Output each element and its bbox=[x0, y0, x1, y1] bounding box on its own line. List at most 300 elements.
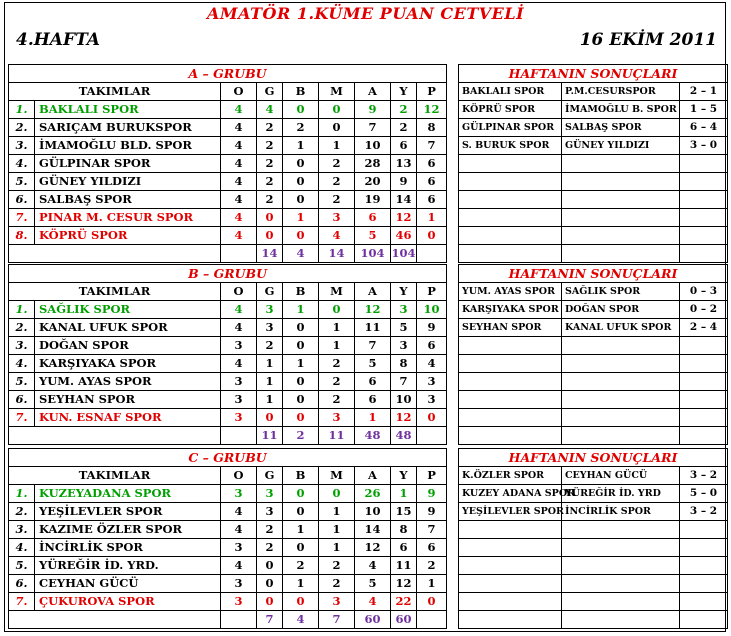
header-b: B bbox=[283, 83, 319, 101]
away-team-cell: GÜNEY YILDIZI bbox=[562, 137, 680, 155]
score-cell: 3 – 2 bbox=[680, 503, 728, 521]
rank-cell: 3. bbox=[9, 521, 35, 539]
result-row bbox=[459, 557, 728, 575]
empty-cell bbox=[459, 521, 562, 539]
team-name-cell: SAĞLIK SPOR bbox=[35, 301, 221, 319]
result-row bbox=[459, 209, 728, 227]
stat-a-cell: 5 bbox=[355, 575, 391, 593]
team-name-cell: SALBAŞ SPOR bbox=[35, 191, 221, 209]
team-name-cell: KARŞIYAKA SPOR bbox=[35, 355, 221, 373]
stat-m-cell: 1 bbox=[319, 319, 355, 337]
rank-cell: 4. bbox=[9, 355, 35, 373]
empty-cell bbox=[562, 173, 680, 191]
empty-cell bbox=[680, 337, 728, 355]
stat-m-cell: 0 bbox=[319, 119, 355, 137]
rank-cell: 4. bbox=[9, 155, 35, 173]
stat-g-cell: 2 bbox=[257, 119, 283, 137]
empty-cell bbox=[562, 245, 680, 263]
stat-y-cell: 22 bbox=[391, 593, 417, 611]
weekly-results-table bbox=[458, 64, 728, 263]
result-row bbox=[459, 409, 728, 427]
stat-b-cell: 0 bbox=[283, 373, 319, 391]
rank-cell: 2. bbox=[9, 119, 35, 137]
result-row bbox=[459, 245, 728, 263]
date-label: 16 EKİM 2011 bbox=[579, 30, 717, 50]
header-row bbox=[9, 283, 447, 301]
stat-y-cell: 3 bbox=[391, 337, 417, 355]
stat-y-cell: 2 bbox=[391, 119, 417, 137]
score-cell: 2 – 1 bbox=[680, 83, 728, 101]
stat-g-cell: 0 bbox=[257, 557, 283, 575]
stat-a-cell: 4 bbox=[355, 557, 391, 575]
stat-m-cell: 3 bbox=[319, 209, 355, 227]
result-row bbox=[459, 355, 728, 373]
table-row bbox=[9, 557, 447, 575]
header-b: B bbox=[283, 467, 319, 485]
result-row bbox=[459, 539, 728, 557]
team-name-cell: PINAR M. CESUR SPOR bbox=[35, 209, 221, 227]
team-name-cell: YUM. AYAS SPOR bbox=[35, 373, 221, 391]
empty-cell bbox=[680, 575, 728, 593]
stat-y-cell: 13 bbox=[391, 155, 417, 173]
empty-cell bbox=[562, 593, 680, 611]
header-m: M bbox=[319, 283, 355, 301]
score-cell: 0 – 2 bbox=[680, 301, 728, 319]
stat-a-cell: 10 bbox=[355, 137, 391, 155]
stat-b-cell: 0 bbox=[283, 173, 319, 191]
stat-a-cell: 5 bbox=[355, 227, 391, 245]
stat-a-cell: 20 bbox=[355, 173, 391, 191]
empty-cell bbox=[680, 557, 728, 575]
team-name-cell: İMAMOĞLU BLD. SPOR bbox=[35, 137, 221, 155]
stat-a-cell: 11 bbox=[355, 319, 391, 337]
header-m: M bbox=[319, 467, 355, 485]
header-g: G bbox=[257, 283, 283, 301]
total-y-cell: 60 bbox=[391, 611, 417, 629]
stat-m-cell: 2 bbox=[319, 191, 355, 209]
table-row bbox=[9, 485, 447, 503]
stat-a-cell: 6 bbox=[355, 391, 391, 409]
stat-o-cell: 4 bbox=[221, 209, 257, 227]
team-name-cell: GÜLPINAR SPOR bbox=[35, 155, 221, 173]
empty-cell bbox=[562, 409, 680, 427]
stat-b-cell: 0 bbox=[283, 409, 319, 427]
stat-y-cell: 14 bbox=[391, 191, 417, 209]
stat-p-cell: 7 bbox=[417, 137, 447, 155]
total-m-cell: 14 bbox=[319, 245, 355, 263]
stat-o-cell: 4 bbox=[221, 227, 257, 245]
stat-y-cell: 7 bbox=[391, 373, 417, 391]
weekly-results-table bbox=[458, 448, 728, 629]
table-row bbox=[9, 391, 447, 409]
result-row bbox=[459, 137, 728, 155]
rank-cell: 2. bbox=[9, 319, 35, 337]
results-title: HAFTANIN SONUÇLARI bbox=[459, 265, 728, 283]
stat-p-cell: 1 bbox=[417, 575, 447, 593]
stat-a-cell: 12 bbox=[355, 539, 391, 557]
stat-m-cell: 1 bbox=[319, 539, 355, 557]
stat-o-cell: 4 bbox=[221, 319, 257, 337]
stat-o-cell: 4 bbox=[221, 503, 257, 521]
result-row bbox=[459, 83, 728, 101]
stat-p-cell: 6 bbox=[417, 173, 447, 191]
team-name-cell: İNCİRLİK SPOR bbox=[35, 539, 221, 557]
stat-p-cell: 6 bbox=[417, 155, 447, 173]
total-y-cell: 48 bbox=[391, 427, 417, 445]
stat-o-cell: 4 bbox=[221, 191, 257, 209]
empty-cell bbox=[459, 209, 562, 227]
stat-o-cell: 3 bbox=[221, 391, 257, 409]
home-team-cell: BAKLALI SPOR bbox=[459, 83, 562, 101]
header-row bbox=[9, 467, 447, 485]
stat-p-cell: 0 bbox=[417, 409, 447, 427]
stat-o-cell: 3 bbox=[221, 409, 257, 427]
stat-p-cell: 2 bbox=[417, 557, 447, 575]
group-standings-table bbox=[8, 448, 447, 629]
rank-cell: 6. bbox=[9, 391, 35, 409]
week-label: 4.HAFTA bbox=[16, 30, 100, 50]
empty-cell bbox=[459, 557, 562, 575]
stat-m-cell: 1 bbox=[319, 337, 355, 355]
page-title: AMATÖR 1.KÜME PUAN CETVELİ bbox=[206, 4, 525, 23]
stat-p-cell: 4 bbox=[417, 355, 447, 373]
result-row bbox=[459, 485, 728, 503]
stat-g-cell: 3 bbox=[257, 485, 283, 503]
stat-o-cell: 3 bbox=[221, 373, 257, 391]
stat-m-cell: 3 bbox=[319, 409, 355, 427]
stat-p-cell: 0 bbox=[417, 593, 447, 611]
empty-cell bbox=[417, 611, 447, 629]
stat-m-cell: 2 bbox=[319, 355, 355, 373]
result-row bbox=[459, 467, 728, 485]
rank-cell: 2. bbox=[9, 503, 35, 521]
stat-a-cell: 28 bbox=[355, 155, 391, 173]
stat-m-cell: 1 bbox=[319, 503, 355, 521]
empty-cell bbox=[562, 575, 680, 593]
header-g: G bbox=[257, 83, 283, 101]
table-row bbox=[9, 101, 447, 119]
header-teams: TAKIMLAR bbox=[9, 83, 221, 101]
header-y: Y bbox=[391, 283, 417, 301]
team-name-cell: ÇUKUROVA SPOR bbox=[35, 593, 221, 611]
group-title: C – GRUBU bbox=[9, 449, 447, 467]
stat-b-cell: 0 bbox=[283, 155, 319, 173]
header-b: B bbox=[283, 283, 319, 301]
totals-row bbox=[9, 427, 447, 445]
empty-cell bbox=[680, 227, 728, 245]
stat-b-cell: 0 bbox=[283, 485, 319, 503]
stat-a-cell: 26 bbox=[355, 485, 391, 503]
rank-cell: 8. bbox=[9, 227, 35, 245]
totals-row bbox=[9, 611, 447, 629]
result-row bbox=[459, 283, 728, 301]
table-row bbox=[9, 301, 447, 319]
header-o: O bbox=[221, 283, 257, 301]
home-team-cell: YUM. AYAS SPOR bbox=[459, 283, 562, 301]
team-name-cell: BAKLALI SPOR bbox=[35, 101, 221, 119]
empty-cell bbox=[680, 355, 728, 373]
score-cell: 1 – 5 bbox=[680, 101, 728, 119]
stat-o-cell: 4 bbox=[221, 119, 257, 137]
stat-y-cell: 12 bbox=[391, 209, 417, 227]
empty-cell bbox=[680, 409, 728, 427]
stat-a-cell: 9 bbox=[355, 101, 391, 119]
empty-cell bbox=[459, 373, 562, 391]
away-team-cell: İMAMOĞLU B. SPOR bbox=[562, 101, 680, 119]
table-row bbox=[9, 355, 447, 373]
stat-p-cell: 9 bbox=[417, 503, 447, 521]
rank-cell: 7. bbox=[9, 409, 35, 427]
stat-m-cell: 1 bbox=[319, 521, 355, 539]
group-standings-table bbox=[8, 264, 447, 445]
stat-g-cell: 2 bbox=[257, 173, 283, 191]
empty-cell bbox=[459, 173, 562, 191]
stat-b-cell: 1 bbox=[283, 575, 319, 593]
result-row bbox=[459, 521, 728, 539]
empty-cell bbox=[680, 521, 728, 539]
away-team-cell: KANAL UFUK SPOR bbox=[562, 319, 680, 337]
total-a-cell: 60 bbox=[355, 611, 391, 629]
stat-b-cell: 0 bbox=[283, 391, 319, 409]
result-row bbox=[459, 319, 728, 337]
team-name-cell: KANAL UFUK SPOR bbox=[35, 319, 221, 337]
home-team-cell: GÜLPINAR SPOR bbox=[459, 119, 562, 137]
empty-cell bbox=[459, 355, 562, 373]
empty-cell bbox=[562, 355, 680, 373]
home-team-cell: SEYHAN SPOR bbox=[459, 319, 562, 337]
stat-g-cell: 0 bbox=[257, 209, 283, 227]
stat-b-cell: 0 bbox=[283, 191, 319, 209]
table-row bbox=[9, 155, 447, 173]
table-row bbox=[9, 119, 447, 137]
table-row bbox=[9, 409, 447, 427]
stat-a-cell: 14 bbox=[355, 521, 391, 539]
empty-cell bbox=[562, 611, 680, 629]
stat-a-cell: 7 bbox=[355, 119, 391, 137]
stat-o-cell: 4 bbox=[221, 137, 257, 155]
stat-a-cell: 10 bbox=[355, 503, 391, 521]
header-a: A bbox=[355, 283, 391, 301]
empty-cell bbox=[459, 191, 562, 209]
stat-g-cell: 0 bbox=[257, 593, 283, 611]
stat-p-cell: 0 bbox=[417, 227, 447, 245]
stat-m-cell: 2 bbox=[319, 557, 355, 575]
stat-o-cell: 4 bbox=[221, 521, 257, 539]
stat-g-cell: 3 bbox=[257, 319, 283, 337]
empty-cell bbox=[680, 155, 728, 173]
stat-a-cell: 19 bbox=[355, 191, 391, 209]
home-team-cell: KUZEY ADANA SPOR bbox=[459, 485, 562, 503]
rank-cell: 1. bbox=[9, 485, 35, 503]
group-standings-table bbox=[8, 64, 447, 263]
stat-a-cell: 12 bbox=[355, 301, 391, 319]
stat-p-cell: 9 bbox=[417, 319, 447, 337]
result-row bbox=[459, 593, 728, 611]
rank-cell: 3. bbox=[9, 137, 35, 155]
stat-b-cell: 2 bbox=[283, 119, 319, 137]
empty-cell bbox=[562, 227, 680, 245]
stat-o-cell: 3 bbox=[221, 593, 257, 611]
empty-cell bbox=[562, 557, 680, 575]
group-title-row bbox=[9, 449, 447, 467]
stat-b-cell: 0 bbox=[283, 539, 319, 557]
stat-g-cell: 2 bbox=[257, 191, 283, 209]
result-row bbox=[459, 101, 728, 119]
stat-m-cell: 4 bbox=[319, 227, 355, 245]
stat-g-cell: 3 bbox=[257, 301, 283, 319]
rank-cell: 5. bbox=[9, 173, 35, 191]
stat-g-cell: 2 bbox=[257, 137, 283, 155]
stat-g-cell: 1 bbox=[257, 391, 283, 409]
header-g: G bbox=[257, 467, 283, 485]
away-team-cell: YÜREĞİR İD. YRD bbox=[562, 485, 680, 503]
weekly-results-table bbox=[458, 264, 728, 445]
empty-cell bbox=[680, 373, 728, 391]
empty-cell bbox=[680, 191, 728, 209]
empty-cell bbox=[680, 209, 728, 227]
empty-cell bbox=[562, 391, 680, 409]
empty-cell bbox=[459, 337, 562, 355]
stat-p-cell: 8 bbox=[417, 119, 447, 137]
stat-p-cell: 12 bbox=[417, 101, 447, 119]
header-teams: TAKIMLAR bbox=[9, 467, 221, 485]
group-title: B – GRUBU bbox=[9, 265, 447, 283]
stat-y-cell: 46 bbox=[391, 227, 417, 245]
empty-cell bbox=[459, 611, 562, 629]
score-cell: 6 – 4 bbox=[680, 119, 728, 137]
empty-cell bbox=[221, 611, 257, 629]
stat-p-cell: 6 bbox=[417, 191, 447, 209]
stat-b-cell: 0 bbox=[283, 101, 319, 119]
stat-o-cell: 3 bbox=[221, 337, 257, 355]
away-team-cell: CEYHAN GÜCÜ bbox=[562, 467, 680, 485]
stat-o-cell: 4 bbox=[221, 155, 257, 173]
empty-cell bbox=[680, 593, 728, 611]
results-title: HAFTANIN SONUÇLARI bbox=[459, 65, 728, 83]
result-row bbox=[459, 301, 728, 319]
totals-row bbox=[9, 245, 447, 263]
empty-cell bbox=[680, 391, 728, 409]
result-row bbox=[459, 191, 728, 209]
empty-cell bbox=[417, 427, 447, 445]
empty-cell bbox=[9, 427, 221, 445]
rank-cell: 4. bbox=[9, 539, 35, 557]
total-g-cell: 14 bbox=[257, 245, 283, 263]
stat-m-cell: 2 bbox=[319, 575, 355, 593]
stat-g-cell: 1 bbox=[257, 373, 283, 391]
score-cell: 5 – 0 bbox=[680, 485, 728, 503]
stat-g-cell: 0 bbox=[257, 575, 283, 593]
stat-p-cell: 10 bbox=[417, 301, 447, 319]
result-row bbox=[459, 155, 728, 173]
stat-p-cell: 1 bbox=[417, 209, 447, 227]
header-o: O bbox=[221, 467, 257, 485]
header-row bbox=[9, 83, 447, 101]
empty-cell bbox=[9, 611, 221, 629]
total-g-cell: 11 bbox=[257, 427, 283, 445]
stat-y-cell: 6 bbox=[391, 539, 417, 557]
total-b-cell: 4 bbox=[283, 245, 319, 263]
result-row bbox=[459, 611, 728, 629]
header-m: M bbox=[319, 83, 355, 101]
team-name-cell: YÜREĞİR İD. YRD. bbox=[35, 557, 221, 575]
stat-o-cell: 4 bbox=[221, 557, 257, 575]
empty-cell bbox=[680, 427, 728, 445]
stat-o-cell: 4 bbox=[221, 173, 257, 191]
stat-p-cell: 7 bbox=[417, 521, 447, 539]
empty-cell bbox=[562, 427, 680, 445]
empty-cell bbox=[562, 373, 680, 391]
table-row bbox=[9, 337, 447, 355]
home-team-cell: S. BURUK SPOR bbox=[459, 137, 562, 155]
stat-g-cell: 2 bbox=[257, 539, 283, 557]
table-row bbox=[9, 191, 447, 209]
results-title-row bbox=[459, 65, 728, 83]
header-y: Y bbox=[391, 83, 417, 101]
stat-y-cell: 9 bbox=[391, 173, 417, 191]
stat-g-cell: 0 bbox=[257, 409, 283, 427]
total-a-cell: 48 bbox=[355, 427, 391, 445]
stat-g-cell: 0 bbox=[257, 227, 283, 245]
home-team-cell: K.ÖZLER SPOR bbox=[459, 467, 562, 485]
stat-b-cell: 0 bbox=[283, 503, 319, 521]
stat-y-cell: 2 bbox=[391, 101, 417, 119]
stat-b-cell: 0 bbox=[283, 319, 319, 337]
team-name-cell: DOĞAN SPOR bbox=[35, 337, 221, 355]
empty-cell bbox=[221, 427, 257, 445]
stat-y-cell: 8 bbox=[391, 521, 417, 539]
table-row bbox=[9, 137, 447, 155]
rank-cell: 3. bbox=[9, 337, 35, 355]
stat-m-cell: 1 bbox=[319, 137, 355, 155]
stat-b-cell: 0 bbox=[283, 227, 319, 245]
result-row bbox=[459, 119, 728, 137]
stat-y-cell: 12 bbox=[391, 409, 417, 427]
result-row bbox=[459, 427, 728, 445]
stat-p-cell: 6 bbox=[417, 337, 447, 355]
table-row bbox=[9, 521, 447, 539]
stat-o-cell: 4 bbox=[221, 301, 257, 319]
total-a-cell: 104 bbox=[355, 245, 391, 263]
stat-g-cell: 2 bbox=[257, 521, 283, 539]
stat-b-cell: 1 bbox=[283, 301, 319, 319]
result-row bbox=[459, 373, 728, 391]
table-row bbox=[9, 319, 447, 337]
stat-b-cell: 0 bbox=[283, 593, 319, 611]
stat-b-cell: 1 bbox=[283, 521, 319, 539]
team-name-cell: GÜNEY YILDIZI bbox=[35, 173, 221, 191]
team-name-cell: YEŞİLEVLER SPOR bbox=[35, 503, 221, 521]
header-a: A bbox=[355, 83, 391, 101]
header-a: A bbox=[355, 467, 391, 485]
team-name-cell: KUN. ESNAF SPOR bbox=[35, 409, 221, 427]
group-title-row bbox=[9, 65, 447, 83]
stat-b-cell: 1 bbox=[283, 137, 319, 155]
results-title: HAFTANIN SONUÇLARI bbox=[459, 449, 728, 467]
header-p: P bbox=[417, 283, 447, 301]
stat-y-cell: 5 bbox=[391, 319, 417, 337]
stat-m-cell: 2 bbox=[319, 173, 355, 191]
stat-p-cell: 3 bbox=[417, 373, 447, 391]
away-team-cell: SAĞLIK SPOR bbox=[562, 283, 680, 301]
stat-g-cell: 4 bbox=[257, 101, 283, 119]
stat-b-cell: 1 bbox=[283, 209, 319, 227]
stat-a-cell: 6 bbox=[355, 209, 391, 227]
rank-cell: 1. bbox=[9, 101, 35, 119]
score-cell: 2 – 4 bbox=[680, 319, 728, 337]
stat-m-cell: 0 bbox=[319, 301, 355, 319]
rank-cell: 6. bbox=[9, 191, 35, 209]
